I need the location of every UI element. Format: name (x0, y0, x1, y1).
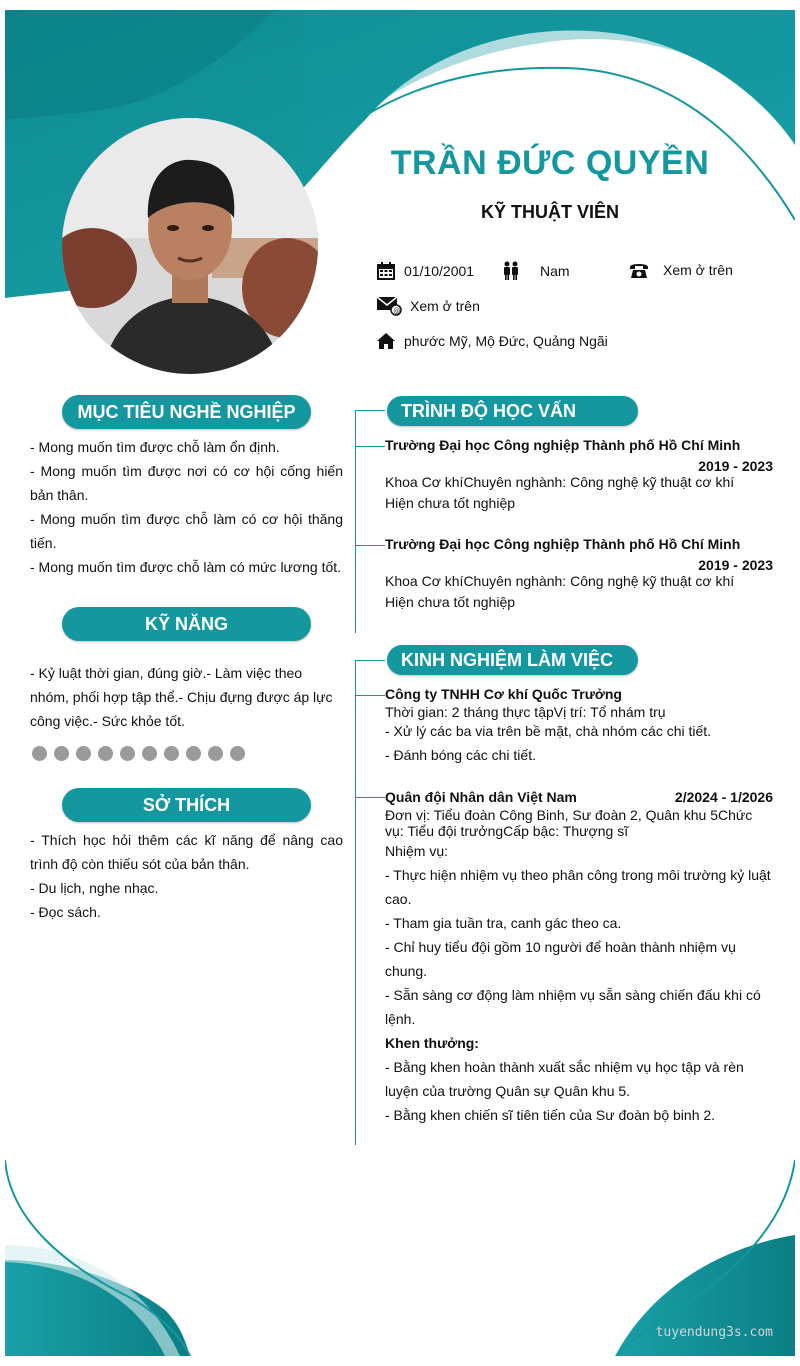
rating-dot (54, 746, 69, 761)
rating-dot (76, 746, 91, 761)
hobby-line: - Du lịch, nghe nhạc. (30, 880, 159, 896)
rating-dot (230, 746, 245, 761)
phone-text: Xem ở trên (663, 262, 733, 278)
birthday-row (376, 261, 474, 281)
experience-heading: KINH NGHIỆM LÀM VIỆC (387, 645, 638, 675)
edu-years: 2019 - 2023 (698, 458, 773, 474)
hobby-line: - Đọc sách. (30, 904, 101, 920)
email-icon (376, 296, 402, 316)
edu-detail (385, 571, 775, 613)
job-years: 2/2024 - 1/2026 (674, 789, 773, 805)
objective-line: - Mong muốn tìm được chỗ làm ổn định. (30, 439, 280, 455)
edu-status: Hiện chưa tốt nghiệp (385, 594, 516, 610)
award-line: - Bằng khen chiến sĩ tiên tiến của Sư đoàn bộ binh 2. (385, 1107, 716, 1123)
skills-text: - Kỷ luật thời gian, đúng giờ.- Làm việc theo nhóm, phối hợp tập thể.- Chịu đựng được áp lực công việc.- Sức khỏe tốt. (30, 665, 333, 729)
cv-page (5, 10, 795, 1356)
experience-timeline (355, 660, 356, 1145)
duty-line: - Xử lý các ba via trên bề mặt, chà nhóm các chi tiết. (385, 723, 712, 739)
svg-text:@: @ (393, 307, 401, 315)
duty-label: Nhiệm vụ: (385, 843, 449, 859)
education-timeline (355, 410, 356, 633)
skills-heading: KỸ NĂNG (62, 607, 311, 641)
gender-row (502, 261, 570, 281)
address-row (376, 332, 608, 350)
edu-years: 2019 - 2023 (698, 557, 773, 573)
edu-detail (385, 472, 775, 514)
award-line: - Bằng khen hoàn thành xuất sắc nhiệm vụ học tập và rèn luyện của trường Quân sự Quân khu 5. (385, 1059, 744, 1099)
gender-text: Nam (540, 263, 570, 279)
edu-major: Khoa Cơ khíChuyên nghành: Công nghệ kỹ thuật cơ khí (385, 573, 735, 589)
rating-dot (164, 746, 179, 761)
phone-icon (629, 261, 649, 279)
calendar-icon (376, 261, 396, 281)
edu-status: Hiện chưa tốt nghiệp (385, 495, 516, 511)
job-company: Công ty TNHH Cơ khí Quốc Trưởng (385, 686, 622, 702)
timeline-tick (355, 797, 385, 798)
birthday-text: 01/10/2001 (404, 263, 475, 279)
award-label: Khen thưởng: (385, 1035, 479, 1051)
objective-line: - Mong muốn tìm được chỗ làm có cơ hội thăng tiến. (30, 511, 343, 551)
rating-dot (142, 746, 157, 761)
timeline-tick (355, 545, 385, 546)
rating-dot (186, 746, 201, 761)
phone-row (629, 261, 733, 279)
objective-line: - Mong muốn tìm được chỗ làm có mức lương tốt. (30, 559, 342, 575)
job-duties (385, 839, 775, 1127)
gender-icon (502, 261, 520, 281)
job-unit: Đơn vị: Tiểu đoàn Công Binh, Sư đoàn 2, Quân khu 5Chức vụ: Tiểu đội trưởngCấp bậc: Thượng sĩ (385, 807, 753, 839)
hobby-line: - Thích học hỏi thêm các kĩ năng để nâng cao trình độ còn thiếu sót của bản thân. (30, 832, 343, 872)
objective-text (30, 435, 343, 579)
profile-photo (62, 118, 318, 374)
address-text: phước Mỹ, Mộ Đức, Quảng Ngãi (404, 333, 608, 349)
duty-line: - Chỉ huy tiểu đội gồm 10 người để hoàn thành nhiệm vụ chung. (385, 939, 736, 979)
rating-dot (120, 746, 135, 761)
edu-school: Trường Đại học Công nghiệp Thành phố Hồ Chí Minh (385, 437, 741, 453)
duty-line: - Tham gia tuần tra, canh gác theo ca. (385, 915, 622, 931)
watermark: tuyendung3s.com (655, 1325, 773, 1340)
job-company: Quân đội Nhân dân Việt Nam (385, 789, 577, 805)
objective-line: - Mong muốn tìm được nơi có cơ hội cống hiến bản thân. (30, 463, 343, 503)
education-heading: TRÌNH ĐỘ HỌC VẤN (387, 396, 638, 426)
candidate-name: TRẦN ĐỨC QUYỀN (390, 144, 710, 182)
edu-school: Trường Đại học Công nghiệp Thành phố Hồ Chí Minh (385, 536, 741, 552)
email-text: Xem ở trên (410, 298, 480, 314)
job-detail: Thời gian: 2 tháng thực tậpVị trí: Tổ nhám trụ (385, 704, 666, 720)
duty-line: - Đánh bóng các chi tiết. (385, 747, 536, 763)
timeline-tick (355, 410, 385, 411)
home-icon (376, 332, 396, 350)
timeline-tick (355, 695, 385, 696)
timeline-tick (355, 660, 385, 661)
rating-dot (208, 746, 223, 761)
duty-line: - Thực hiện nhiệm vụ theo phân công trong môi trường kỷ luật cao. (385, 867, 771, 907)
hobbies-heading: SỞ THÍCH (62, 788, 311, 822)
edu-major: Khoa Cơ khíChuyên nghành: Công nghệ kỹ thuật cơ khí (385, 474, 735, 490)
rating-dot (98, 746, 113, 761)
job-title: KỸ THUẬT VIÊN (480, 202, 619, 222)
rating-dot (32, 746, 47, 761)
duty-line: - Sẵn sàng cơ động làm nhiệm vụ sẵn sàng chiến đấu khi có lệnh. (385, 987, 761, 1027)
timeline-tick (355, 446, 385, 447)
job-duties (385, 719, 775, 767)
skill-rating (32, 746, 245, 761)
hobbies-text (30, 828, 343, 924)
email-row (376, 296, 480, 316)
objective-heading: MỤC TIÊU NGHỀ NGHIỆP (62, 395, 311, 429)
